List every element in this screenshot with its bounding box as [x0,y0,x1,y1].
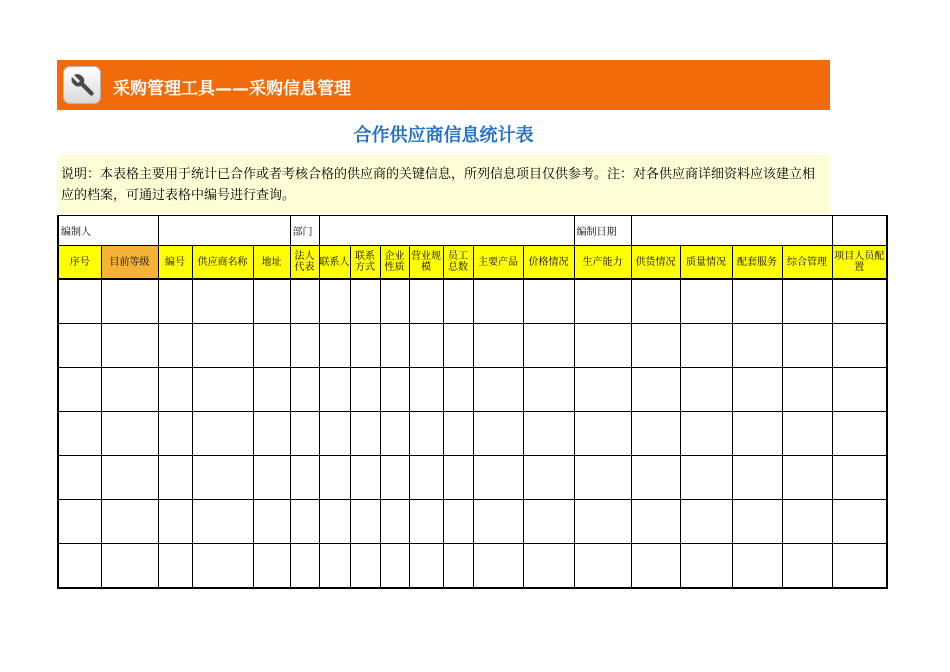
table-cell[interactable] [350,500,380,544]
table-cell[interactable] [523,368,574,412]
table-row [58,412,887,456]
table-cell[interactable] [732,456,782,500]
col-header-supply: 供货情况 [631,246,680,280]
meta-blank [832,216,887,246]
meta-row [58,216,887,246]
table-cell[interactable] [350,456,380,500]
table-cell[interactable] [290,324,319,368]
table-cell[interactable] [631,500,680,544]
dept-label: 部门 [290,216,319,246]
table-cell[interactable] [192,279,253,324]
banner-title: 采购管理工具——采购信息管理 [113,79,351,99]
table-cell[interactable] [253,544,290,589]
table-cell[interactable] [101,500,158,544]
table-cell[interactable] [192,544,253,589]
table-cell[interactable] [631,279,680,324]
table-cell[interactable] [380,456,409,500]
table-cell[interactable] [58,500,101,544]
col-header-main-products: 主要产品 [473,246,523,280]
date-label: 编制日期 [574,216,631,246]
description-note: 说明：本表格主要用于统计已合作或者考核合格的供应商的关键信息，所列信息项目仅供参考。注：对各供应商详细资料应该建立相应的档案，可通过表格中编号进行查询。 [57,155,830,214]
table-cell[interactable] [58,279,101,324]
table-cell[interactable] [350,279,380,324]
table-cell[interactable] [101,324,158,368]
table-cell[interactable] [782,324,832,368]
table-cell[interactable] [192,456,253,500]
table-cell[interactable] [380,544,409,589]
table-cell[interactable] [523,412,574,456]
table-cell[interactable] [732,544,782,589]
table-cell[interactable] [380,500,409,544]
table-cell[interactable] [523,324,574,368]
table-cell[interactable] [58,368,101,412]
table-cell[interactable] [680,544,732,589]
table-cell[interactable] [101,544,158,589]
table-cell[interactable] [253,500,290,544]
table-cell[interactable] [680,324,732,368]
header-row [58,246,887,280]
table-cell[interactable] [58,324,101,368]
table-cell[interactable] [832,544,887,589]
table-cell[interactable] [574,324,631,368]
table-cell[interactable] [574,456,631,500]
table-cell[interactable] [290,368,319,412]
page-title: 合作供应商信息统计表 [353,125,534,146]
table-cell[interactable] [253,412,290,456]
table-cell[interactable] [290,279,319,324]
col-header-address: 地址 [253,246,290,280]
table-cell[interactable] [680,368,732,412]
table-cell[interactable] [443,456,473,500]
table-row [58,368,887,412]
table-cell[interactable] [574,500,631,544]
table-cell[interactable] [319,412,350,456]
col-header-legal-rep: 法人代表 [290,246,319,280]
table-cell[interactable] [443,324,473,368]
col-header-price: 价格情况 [523,246,574,280]
table-cell[interactable] [473,500,523,544]
table-cell[interactable] [680,500,732,544]
col-header-staffing: 项目人员配置 [832,246,887,280]
col-header-employees: 员工总数 [443,246,473,280]
table-cell[interactable] [253,456,290,500]
table-cell[interactable] [782,279,832,324]
table-cell[interactable] [58,456,101,500]
col-header-company-type: 企业性质 [380,246,409,280]
table-cell[interactable] [680,412,732,456]
table-cell[interactable] [350,368,380,412]
table-cell[interactable] [101,456,158,500]
table-cell[interactable] [192,500,253,544]
table-cell[interactable] [782,412,832,456]
table-cell[interactable] [832,456,887,500]
table-cell[interactable] [158,412,192,456]
table-cell[interactable] [680,456,732,500]
table-cell[interactable] [443,500,473,544]
table-cell[interactable] [58,412,101,456]
table-cell[interactable] [832,412,887,456]
col-header-capacity: 生产能力 [574,246,631,280]
table-cell[interactable] [58,544,101,589]
table-cell[interactable] [319,324,350,368]
table-cell[interactable] [253,279,290,324]
table-cell[interactable] [732,500,782,544]
table-cell[interactable] [443,544,473,589]
table-row [58,456,887,500]
col-header-management: 综合管理 [782,246,832,280]
table-cell[interactable] [574,368,631,412]
table-cell[interactable] [473,412,523,456]
col-header-contact-info: 联系方式 [350,246,380,280]
table-cell[interactable] [473,368,523,412]
table-cell[interactable] [443,412,473,456]
table-row [58,500,887,544]
table-cell[interactable] [409,412,443,456]
table-cell[interactable] [732,412,782,456]
table-cell[interactable] [158,456,192,500]
table-cell[interactable] [574,544,631,589]
table-cell[interactable] [158,500,192,544]
supplier-table [57,215,888,589]
table-cell[interactable] [832,279,887,324]
table-cell[interactable] [319,368,350,412]
col-header-index: 序号 [58,246,101,280]
table-cell[interactable] [290,456,319,500]
table-cell[interactable] [574,279,631,324]
table-cell[interactable] [782,368,832,412]
editor-label: 编制人 [58,216,158,246]
table-cell[interactable] [443,368,473,412]
wrench-icon [63,66,101,104]
table-cell[interactable] [631,456,680,500]
table-cell[interactable] [290,544,319,589]
table-cell[interactable] [158,279,192,324]
table-cell[interactable] [380,412,409,456]
table-cell[interactable] [732,324,782,368]
table-cell[interactable] [409,324,443,368]
table-cell[interactable] [290,412,319,456]
table-cell[interactable] [350,412,380,456]
table-cell[interactable] [290,500,319,544]
table-cell[interactable] [253,324,290,368]
table-cell[interactable] [409,500,443,544]
table-cell[interactable] [319,500,350,544]
table-cell[interactable] [473,544,523,589]
table-cell[interactable] [680,279,732,324]
table-cell[interactable] [380,368,409,412]
table-cell[interactable] [319,279,350,324]
table-cell[interactable] [409,544,443,589]
table-row [58,544,887,589]
table-cell[interactable] [782,544,832,589]
table-cell[interactable] [732,368,782,412]
table-cell[interactable] [732,279,782,324]
table-cell[interactable] [192,412,253,456]
col-header-rank: 目前等级 [101,246,158,280]
table-cell[interactable] [192,368,253,412]
table-cell[interactable] [101,368,158,412]
table-cell[interactable] [523,500,574,544]
table-cell[interactable] [631,368,680,412]
table-cell[interactable] [409,368,443,412]
table-cell[interactable] [832,368,887,412]
table-cell[interactable] [253,368,290,412]
table-cell[interactable] [101,279,158,324]
table-cell[interactable] [832,324,887,368]
table-cell[interactable] [523,456,574,500]
table-row [58,324,887,368]
banner [57,60,830,110]
table-cell[interactable] [158,324,192,368]
col-header-contact-person: 联系人 [319,246,350,280]
table-body [58,279,887,588]
table-cell[interactable] [409,279,443,324]
col-header-business-scale: 营业规模 [409,246,443,280]
table-cell[interactable] [631,544,680,589]
table-cell[interactable] [631,324,680,368]
table-cell[interactable] [782,500,832,544]
table-cell[interactable] [782,456,832,500]
date-field[interactable] [631,216,832,246]
table-cell[interactable] [101,412,158,456]
col-header-quality: 质量情况 [680,246,732,280]
dept-field[interactable] [319,216,574,246]
table-cell[interactable] [832,500,887,544]
table-cell[interactable] [409,456,443,500]
table-cell[interactable] [631,412,680,456]
col-header-supplier-name: 供应商名称 [192,246,253,280]
col-header-code: 编号 [158,246,192,280]
table-cell[interactable] [380,324,409,368]
table-cell[interactable] [473,456,523,500]
table-cell[interactable] [158,368,192,412]
table-cell[interactable] [473,279,523,324]
table-cell[interactable] [473,324,523,368]
table-cell[interactable] [319,544,350,589]
table-cell[interactable] [350,544,380,589]
table-cell[interactable] [443,279,473,324]
table-cell[interactable] [350,324,380,368]
table-cell[interactable] [380,279,409,324]
table-cell[interactable] [523,279,574,324]
table-row [58,279,887,324]
table-cell[interactable] [158,544,192,589]
table-cell[interactable] [319,456,350,500]
table-cell[interactable] [192,324,253,368]
editor-field[interactable] [158,216,290,246]
col-header-service: 配套服务 [732,246,782,280]
table-cell[interactable] [574,412,631,456]
table-cell[interactable] [523,544,574,589]
